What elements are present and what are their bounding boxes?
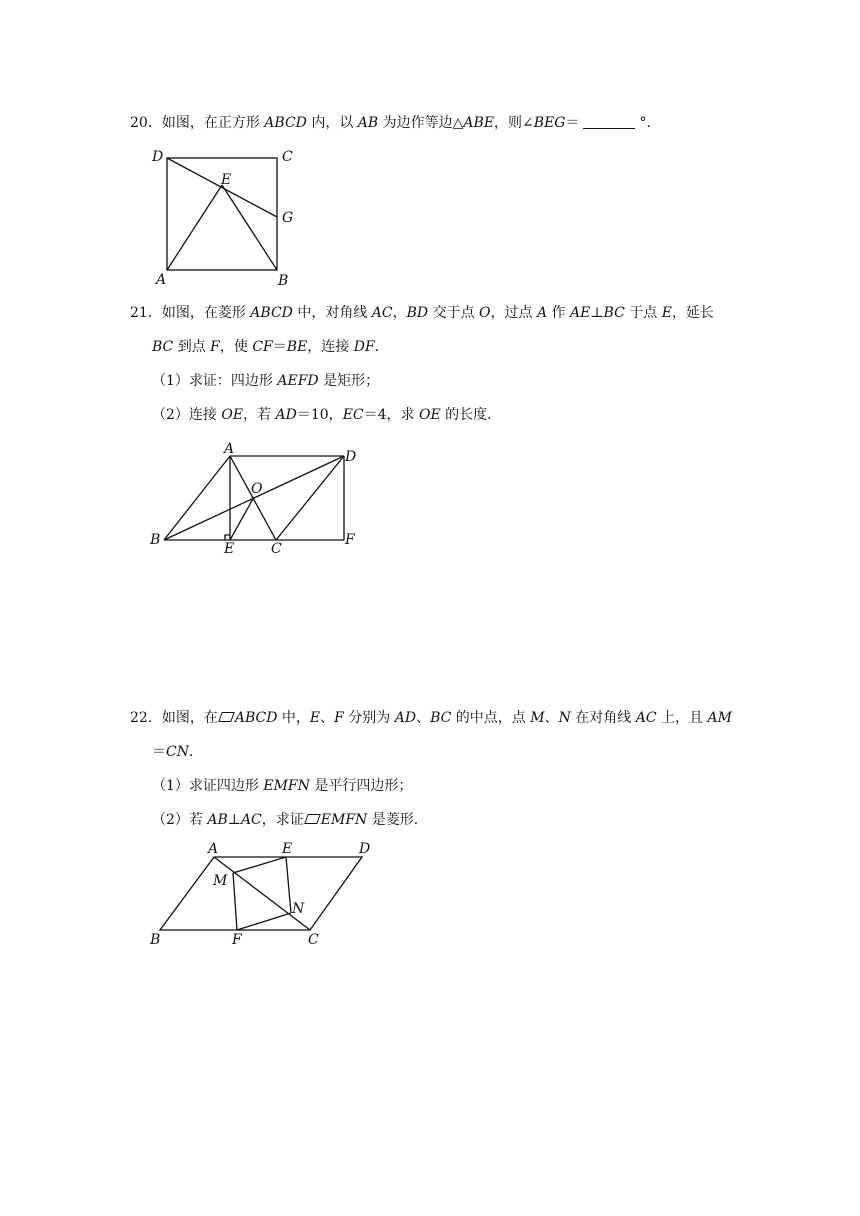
q22-number: 22． [130, 710, 162, 726]
label-d: D [345, 449, 357, 465]
label-b: B [150, 932, 161, 948]
label-c: C [308, 932, 319, 948]
q22-stem-line2: ＝CN． [152, 744, 203, 760]
label-e: E [224, 541, 235, 557]
q20-number: 20． [130, 115, 162, 131]
segment-em [233, 857, 286, 873]
label-c: C [271, 541, 282, 557]
q22-part1: （1）求证四边形 EMFN 是平行四边形； [152, 778, 413, 794]
label-f: F [232, 932, 242, 948]
label-n: N [292, 901, 305, 917]
diagonal-ac [214, 857, 310, 930]
segment-fn [237, 913, 291, 930]
label-a: A [224, 441, 235, 457]
label-b: B [278, 273, 289, 289]
label-b: B [150, 532, 161, 548]
label-d: D [359, 841, 371, 857]
q21-stem-line1: 21．如图，在菱形 ABCD 中，对角线 AC，BD 交于点 O，过点 A 作 AE⊥BC 于点 E，延长 [130, 305, 714, 321]
label-e: E [282, 841, 293, 857]
label-a: A [156, 272, 167, 288]
q21-number: 21． [130, 305, 162, 321]
segment-mf [233, 873, 237, 930]
label-a: A [208, 841, 219, 857]
label-c: C [282, 149, 293, 165]
q20-stem: 20．如图，在正方形 ABCD 内，以 AB 为边作等边△ABE，则∠BEG＝ °． [130, 115, 661, 131]
q22-stem-line1: 22．如图，在 ABCD 中，E、F 分别为 AD、BC 的中点，点 M、N 在对角线 AC 上，且 AM [130, 710, 732, 726]
segment-ne [286, 857, 291, 913]
q21-stem-line2: BC 到点 F，使 CF＝BE，连接 DF． [152, 339, 389, 355]
label-g: G [282, 210, 294, 226]
label-f: F [345, 532, 355, 548]
q22-part2: （2）若 AB⊥AC，求证 EMFN 是菱形． [152, 812, 428, 828]
label-e: E [221, 172, 232, 188]
label-o: O [251, 481, 263, 497]
label-m: M [213, 873, 228, 889]
q21-part1: （1）求证：四边形 AEFD 是矩形； [152, 373, 380, 389]
label-d: D [152, 149, 164, 165]
q21-part2: （2）连接 OE，若 AD＝10，EC＝4，求 OE 的长度． [152, 407, 502, 423]
